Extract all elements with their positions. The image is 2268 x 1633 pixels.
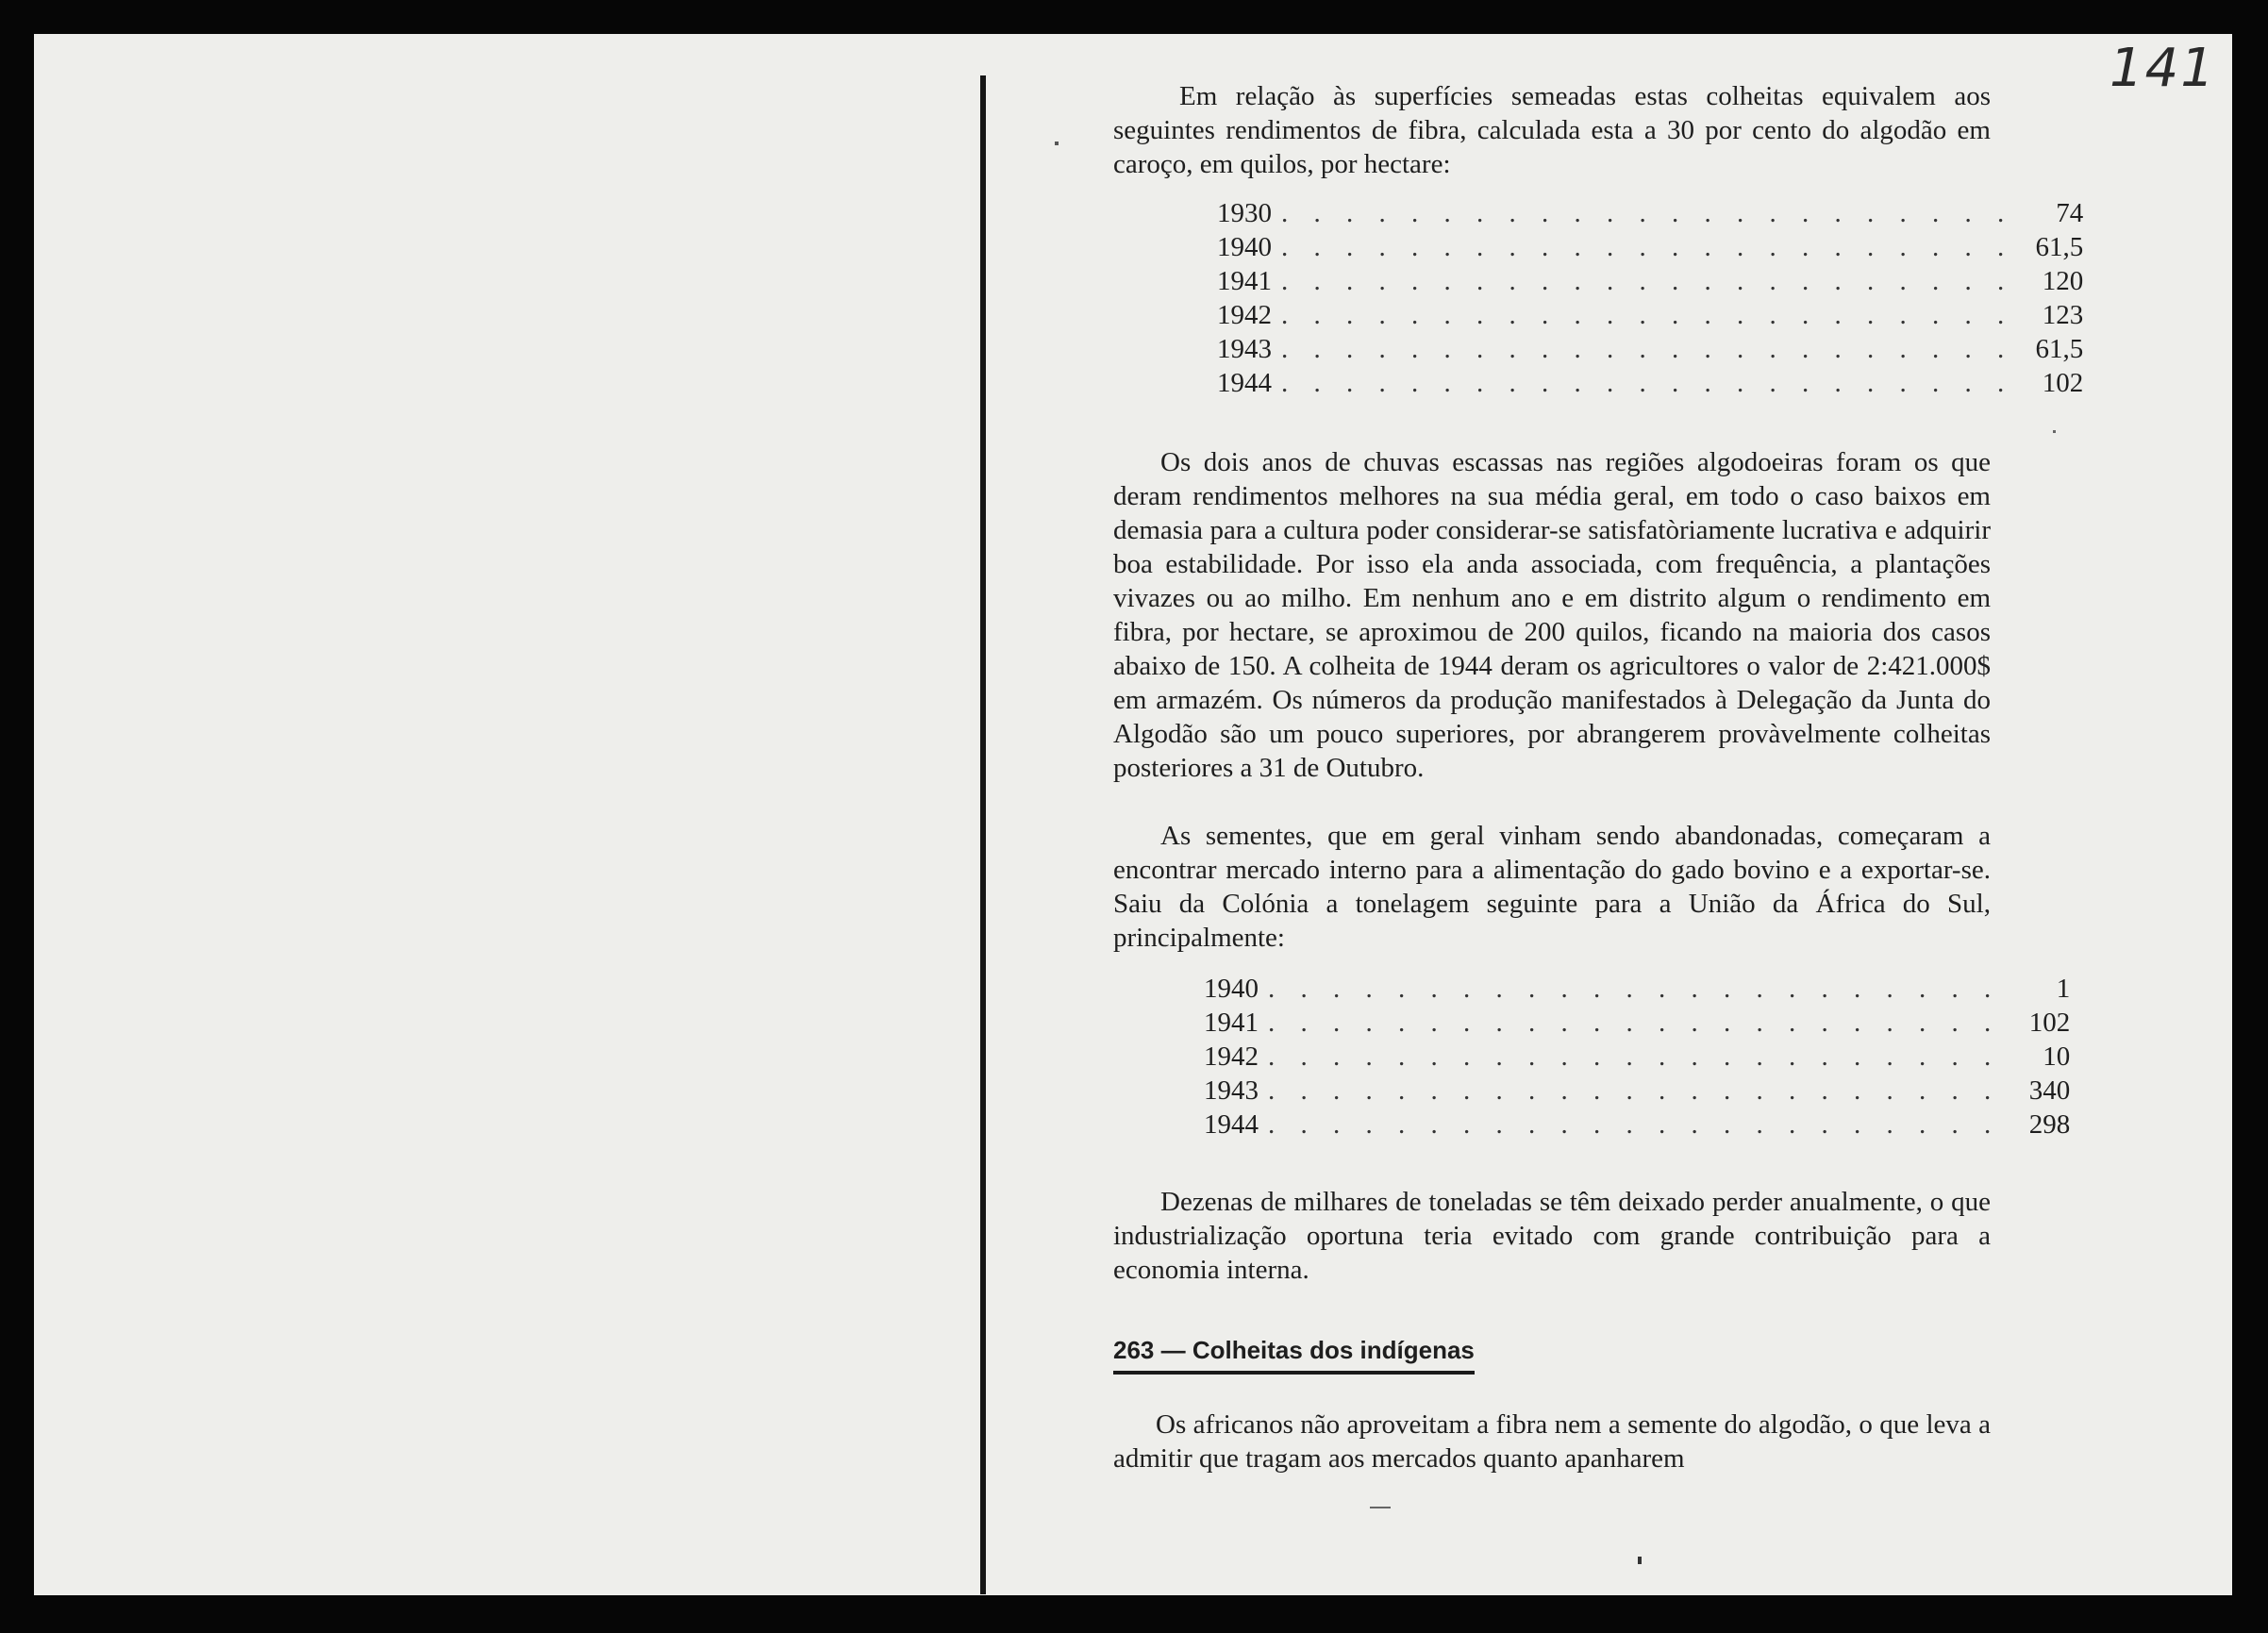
ink-speck bbox=[1055, 142, 1059, 145]
table-row bbox=[1204, 1075, 2071, 1109]
year-cell: 1942 bbox=[1204, 1041, 1259, 1072]
table-row bbox=[1217, 198, 2084, 232]
table-row bbox=[1204, 1041, 2071, 1075]
table-row bbox=[1217, 334, 2084, 368]
year-cell: 1943 bbox=[1217, 334, 1272, 364]
value-cell: 298 bbox=[2028, 1109, 2071, 1140]
table-row bbox=[1217, 266, 2084, 300]
year-cell: 1940 bbox=[1204, 974, 1259, 1004]
fibre-yield-table bbox=[1217, 198, 2084, 402]
value-cell: 102 bbox=[2042, 368, 2084, 398]
year-cell: 1942 bbox=[1217, 300, 1272, 330]
paragraph-indigenous-harvest: Os africanos não aproveitam a fibra nem a semente do algodão, o que leva a admitir que tragam aos mercados quanto apanharem bbox=[1113, 1409, 1991, 1474]
table-row bbox=[1204, 1109, 2071, 1143]
page-fold-line bbox=[980, 75, 986, 1594]
table-row bbox=[1217, 300, 2084, 334]
dot-leader: . . . . . . . . . . . . . . . . . . . . . . . bbox=[1281, 198, 2014, 228]
dot-leader: . . . . . . . . . . . . . . . . . . . . . . . bbox=[1268, 1075, 2001, 1106]
paragraph-industrialization: Dezenas de milhares de toneladas se têm deixado perder anualmente, o que industrialização oportuna teria evitado com grande contribuição para a economia interna. bbox=[1113, 1187, 1991, 1285]
seed-export-table bbox=[1204, 974, 2071, 1143]
value-cell: 102 bbox=[2028, 1008, 2071, 1038]
ink-speck bbox=[1638, 1557, 1642, 1564]
paragraph-seed-exports: As sementes, que em geral vinham sendo abandonadas, começaram a encontrar mercado interno para a alimentação do gado bovino e a exportar-se. Saiu da Colónia a tonelagem seguinte para a União da África do Sul, principalmente: bbox=[1113, 821, 1991, 953]
dot-leader: . . . . . . . . . . . . . . . . . . . . . . . bbox=[1281, 266, 2014, 296]
value-cell: 74 bbox=[2056, 198, 2084, 228]
dot-leader: . . . . . . . . . . . . . . . . . . . . . . . bbox=[1281, 300, 2014, 330]
section-heading: 263 — Colheitas dos indígenas bbox=[1113, 1336, 1475, 1375]
year-cell: 1941 bbox=[1204, 1008, 1259, 1038]
dot-leader: . . . . . . . . . . . . . . . . . . . . . . . bbox=[1268, 1008, 2001, 1038]
year-cell: 1944 bbox=[1204, 1109, 1259, 1140]
dot-leader: . . . . . . . . . . . . . . . . . . . . . . . bbox=[1281, 368, 2014, 398]
table-row bbox=[1204, 1008, 2071, 1041]
year-cell: 1944 bbox=[1217, 368, 1272, 398]
dot-leader: . . . . . . . . . . . . . . . . . . . . . . . bbox=[1268, 1041, 2001, 1072]
table-row bbox=[1217, 232, 2084, 266]
paragraph-yields-intro: Em relação às superfícies semeadas estas colheitas equivalem aos seguintes rendimentos de fibra, calculada esta a 30 por cento do algodão em caroço, em quilos, por hectare: bbox=[1113, 81, 1991, 179]
year-cell: 1940 bbox=[1217, 232, 1272, 262]
dot-leader: . . . . . . . . . . . . . . . . . . . . . . . bbox=[1281, 232, 2014, 262]
year-cell: 1930 bbox=[1217, 198, 1272, 228]
page-number: 141 bbox=[2110, 38, 2216, 99]
table-row bbox=[1204, 974, 2071, 1008]
value-cell: 61,5 bbox=[2035, 232, 2084, 262]
dot-leader: . . . . . . . . . . . . . . . . . . . . . . . bbox=[1268, 1109, 2001, 1140]
value-cell: 123 bbox=[2042, 300, 2084, 330]
year-cell: 1941 bbox=[1217, 266, 1272, 296]
table-row bbox=[1217, 368, 2084, 402]
value-cell: 10 bbox=[2043, 1041, 2071, 1072]
dot-leader: . . . . . . . . . . . . . . . . . . . . . . . bbox=[1268, 974, 2001, 1004]
paragraph-yields-analysis: Os dois anos de chuvas escassas nas regiões algodoeiras foram os que deram rendimentos melhores na sua média geral, em todo o caso baixos em demasia para a cultura poder considerar-se satisfatòriamente lucrativa e adquirir boa estabilidade. Por isso ela anda associada, com frequência, a plantações vivazes ou ao milho. Em nenhum ano e em distrito algum o rendimento em fibra, por hectare, se aproximou de 200 quilos, ficando na maioria dos casos abaixo de 150. A colheita de 1944 deram os agricultores o valor de 2:421.000$ em armazém. Os números da produção manifestados à Delegação da Junta do Algodão são um pouco superiores, por abrangerem provàvelmente colheitas posteriores a 31 de Outubro. bbox=[1113, 447, 1991, 783]
ink-speck bbox=[1370, 1507, 1391, 1508]
value-cell: 1 bbox=[2056, 974, 2071, 1004]
ink-speck bbox=[2053, 430, 2056, 433]
value-cell: 340 bbox=[2028, 1075, 2071, 1106]
value-cell: 61,5 bbox=[2035, 334, 2084, 364]
value-cell: 120 bbox=[2042, 266, 2084, 296]
year-cell: 1943 bbox=[1204, 1075, 1259, 1106]
dot-leader: . . . . . . . . . . . . . . . . . . . . . . . bbox=[1281, 334, 2014, 364]
